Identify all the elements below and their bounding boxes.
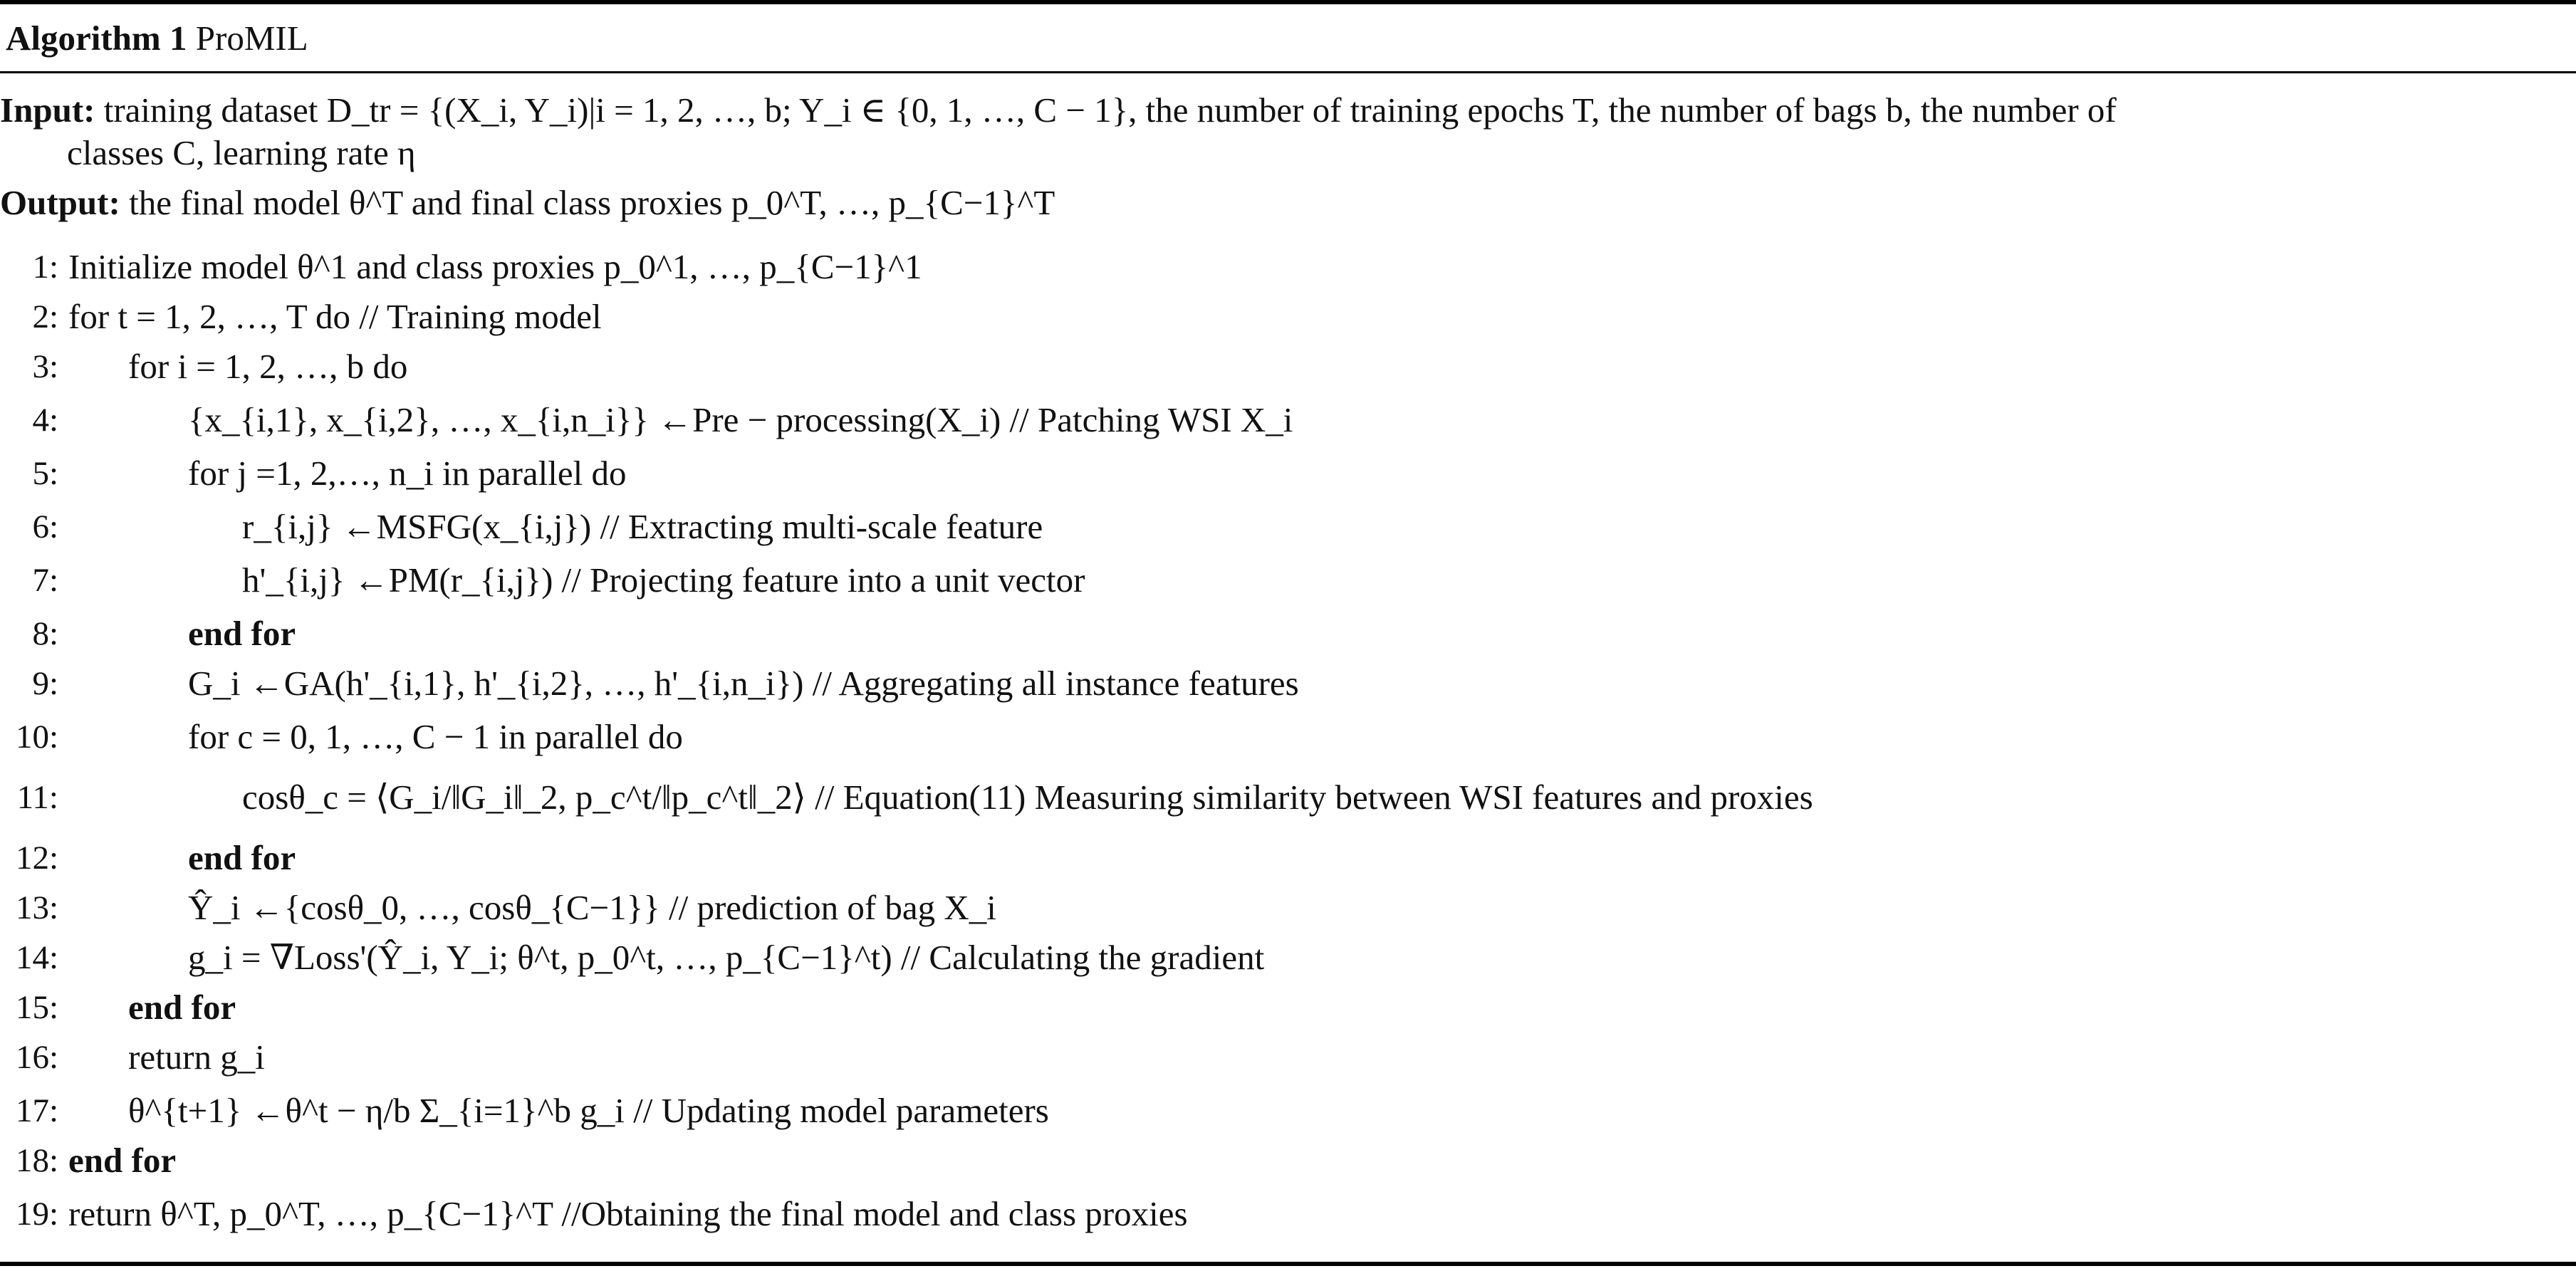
step-text: for i = 1, 2, …, b do (128, 347, 408, 386)
input-line-cont (67, 128, 416, 178)
step-number: 15: (15, 989, 58, 1026)
output-line (0, 178, 1055, 228)
output-text: the final model θ^T and final class proxies p_0^T, …, p_{C−1}^T (129, 183, 1055, 222)
step-number: 14: (15, 939, 58, 976)
step-text: end for (128, 988, 236, 1027)
step-number: 9: (32, 665, 58, 702)
algorithm-name: ProMIL (195, 19, 308, 58)
step-number: 17: (15, 1092, 58, 1129)
step-text: return g_i (128, 1037, 265, 1077)
step-text: for j =1, 2,…, n_i in parallel do (188, 454, 627, 493)
step-text: cosθ_c = ⟨G_i/‖G_i‖_2, p_c^t/‖p_c^t‖_2⟩ // Equation(11) Measuring similarity between WSI features and proxies (242, 778, 1813, 817)
step-number: 8: (32, 615, 58, 652)
step-number: 5: (32, 455, 58, 492)
step-text: end for (68, 1141, 177, 1180)
output-label: Output: (0, 183, 120, 222)
step-text: for t = 1, 2, …, T do // Training model (68, 297, 602, 336)
input-text-1: training dataset D_tr = {(X_i, Y_i)|i = 1, 2, …, b; Y_i ∈ {0, 1, …, C − 1}, the number of training epochs T, the number of bags b, the number of (103, 90, 2117, 130)
step-number: 3: (32, 348, 58, 385)
algorithm-title (6, 10, 308, 67)
step-text: h'_{i,j} ←PM(r_{i,j}) // Projecting feature into a unit vector (242, 560, 1085, 600)
step-number: 7: (32, 562, 58, 599)
step-number: 2: (32, 298, 58, 335)
step-number: 16: (15, 1039, 58, 1076)
step-number: 4: (32, 402, 58, 439)
bottom-rule (0, 1262, 2576, 1266)
step-text: end for (188, 838, 296, 877)
top-rule (0, 0, 2576, 4)
step-text: θ^{t+1} ←θ^t − η/b Σ_{i=1}^b g_i // Updating model parameters (128, 1091, 1049, 1130)
step-number: 13: (15, 889, 58, 926)
step-number: 12: (15, 840, 58, 877)
input-label: Input: (0, 90, 95, 130)
step-text: r_{i,j} ←MSFG(x_{i,j}) // Extracting multi-scale feature (242, 507, 1043, 546)
input-text-2: classes C, learning rate η (67, 133, 416, 172)
step-number: 11: (16, 779, 58, 816)
step-text: Ŷ_i ←{cosθ_0, …, cosθ_{C−1}} // prediction of bag X_i (188, 888, 996, 927)
header-rule (0, 71, 2576, 73)
step-text: G_i ←GA(h'_{i,1}, h'_{i,2}, …, h'_{i,n_i}) // Aggregating all instance features (188, 664, 1299, 703)
step-number: 6: (32, 508, 58, 545)
step-text: for c = 0, 1, …, C − 1 in parallel do (188, 717, 683, 756)
step-text: return θ^T, p_0^T, …, p_{C−1}^T //Obtaining the final model and class proxies (68, 1194, 1188, 1233)
step-text: Initialize model θ^1 and class proxies p_0^1, …, p_{C−1}^1 (68, 247, 922, 286)
step-text: end for (188, 614, 296, 653)
step-text: {x_{i,1}, x_{i,2}, …, x_{i,n_i}} ←Pre − processing(X_i) // Patching WSI X_i (188, 400, 1293, 439)
step-number: 18: (15, 1142, 58, 1179)
algorithm-label: Algorithm 1 (6, 19, 187, 58)
step-number: 19: (15, 1196, 58, 1233)
step-number: 10: (15, 718, 58, 755)
step-number: 1: (32, 249, 58, 286)
step-text: g_i = ∇Loss'(Ŷ_i, Y_i; θ^t, p_0^t, …, p_{C−1}^t) // Calculating the gradient (188, 938, 1265, 977)
